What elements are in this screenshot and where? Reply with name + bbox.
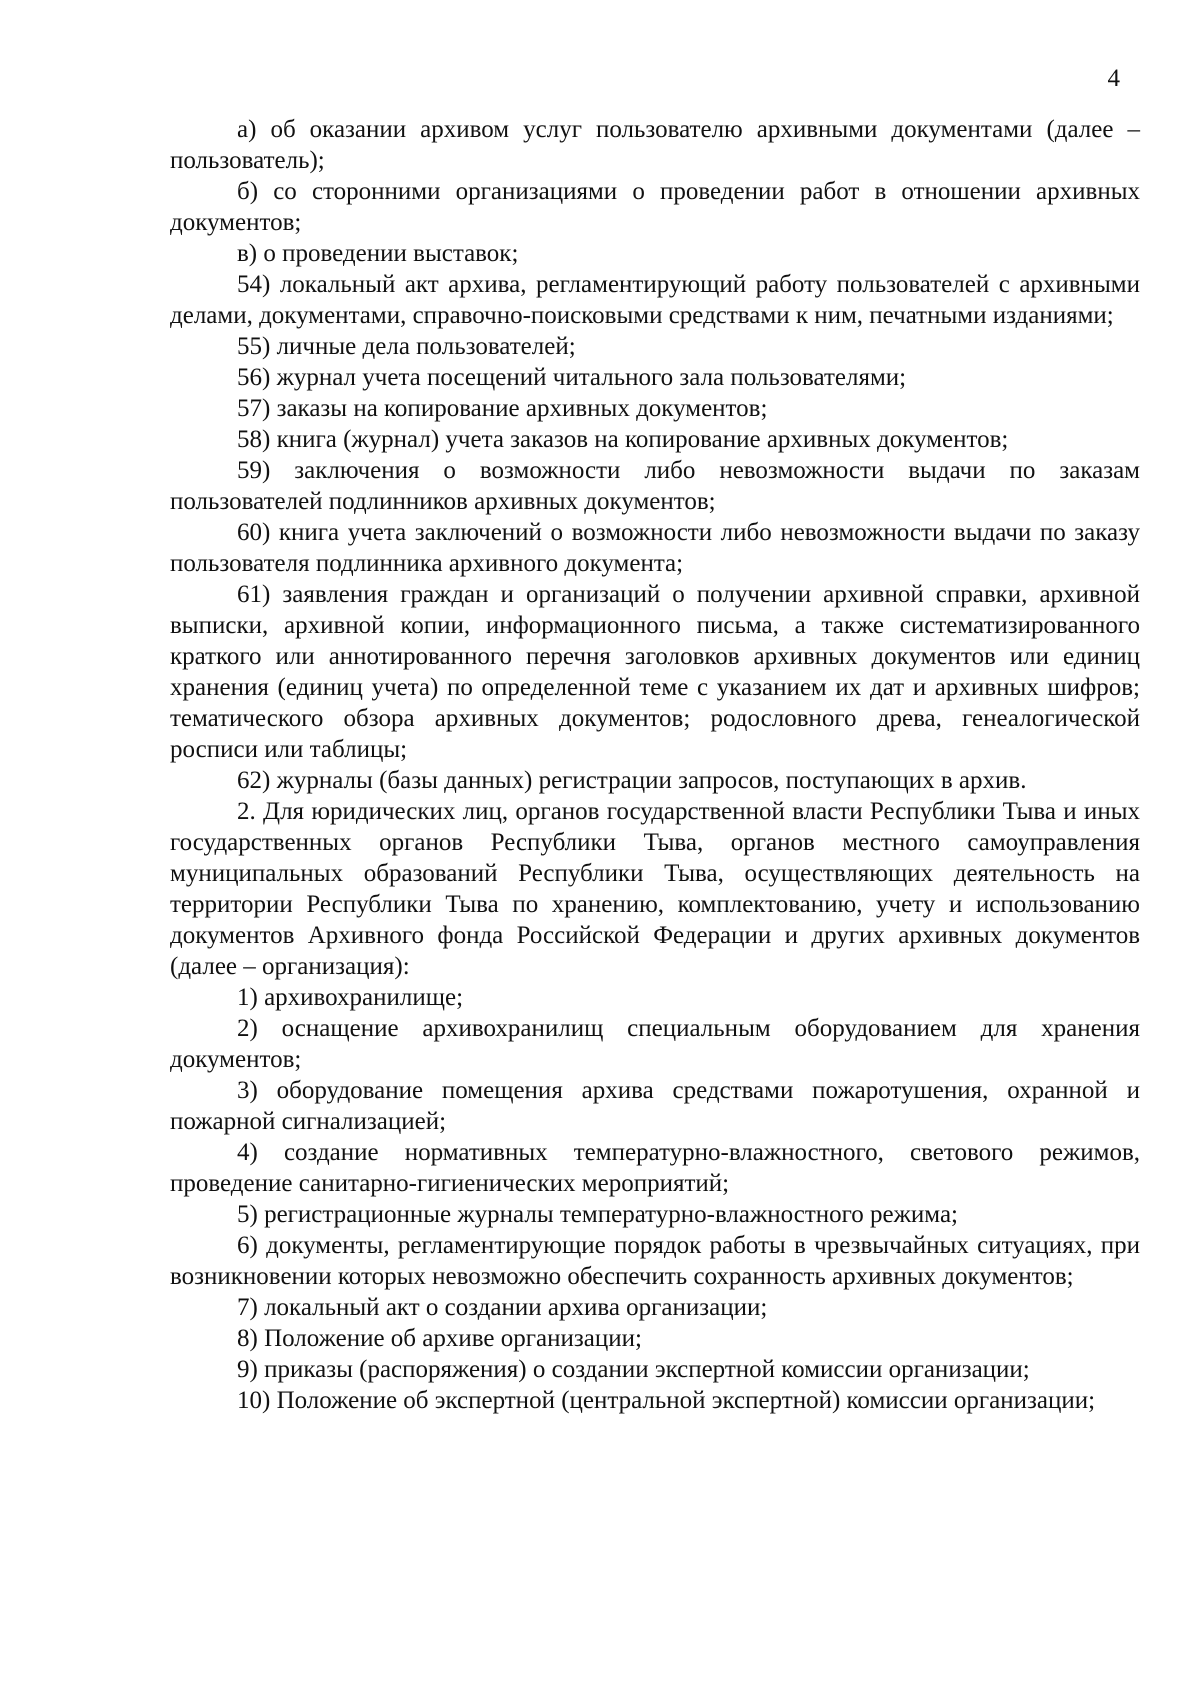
org-item-5: 5) регистрационные журналы температурно-влажностного режима;: [237, 1201, 958, 1228]
list-item-v-exhibitions: в) о проведении выставок;: [237, 240, 519, 267]
document-body: [170, 114, 1140, 1416]
list-item-59: 59) заключения о возможности либо невозможности выдачи по заказам пользователей подлинников архивных документов;: [170, 457, 1140, 515]
org-item-2: 2) оснащение архивохранилищ специальным оборудованием для хранения документов;: [170, 1015, 1140, 1073]
org-item-7: 7) локальный акт о создании архива организации;: [237, 1294, 768, 1321]
page-number: 4: [1107, 65, 1120, 92]
org-item-6: 6) документы, регламентирующие порядок работы в чрезвычайных ситуациях, при возникновении которых невозможно обеспечить сохранность архивных документов;: [170, 1232, 1140, 1290]
list-item-b-third-party: б) со сторонними организациями о проведении работ в отношении архивных документов;: [170, 178, 1140, 236]
list-item-54: 54) локальный акт архива, регламентирующий работу пользователей с архивными делами, документами, справочно-поисковыми средствами к ним, печатными изданиями;: [170, 271, 1140, 329]
org-item-9: 9) приказы (распоряжения) о создании экспертной комиссии организации;: [237, 1356, 1030, 1383]
section-2-intro: 2. Для юридических лиц, органов государственной власти Республики Тыва и иных государственных органов Республики Тыва, органов местного самоуправления муниципальных образований Республики Тыва, осуществляющих деятельность на территории Республики Тыва по хранению, комплектованию, учету и использованию документов Архивного фонда Российской Федерации и других архивных документов (далее – организация):: [170, 798, 1140, 980]
list-item-56: 56) журнал учета посещений читального зала пользователями;: [237, 364, 907, 391]
org-item-8: 8) Положение об архиве организации;: [237, 1325, 642, 1352]
list-item-62: 62) журналы (базы данных) регистрации запросов, поступающих в архив.: [237, 767, 1027, 794]
org-item-10: 10) Положение об экспертной (центральной экспертной) комиссии организации;: [237, 1387, 1096, 1414]
list-item-57: 57) заказы на копирование архивных документов;: [237, 395, 768, 422]
list-item-58: 58) книга (журнал) учета заказов на копирование архивных документов;: [237, 426, 1009, 453]
org-item-1: 1) архивохранилище;: [237, 984, 464, 1011]
list-item-60: 60) книга учета заключений о возможности либо невозможности выдачи по заказу пользователя подлинника архивного документа;: [170, 519, 1140, 577]
list-item-55: 55) личные дела пользователей;: [237, 333, 576, 360]
list-item-61: 61) заявления граждан и организаций о получении архивной справки, архивной выписки, архивной копии, информационного письма, а также систематизированного краткого или аннотированного перечня заголовков архивных документов или единиц хранения (единиц учета) по определенной теме с указанием их дат и архивных шифров; тематического обзора архивных документов; родословного древа, генеалогической росписи или таблицы;: [170, 581, 1140, 763]
list-item-a-services: а) об оказании архивом услуг пользователю архивными документами (далее – пользователь);: [170, 116, 1140, 174]
org-item-4: 4) создание нормативных температурно-влажностного, светового режимов, проведение санитарно-гигиенических мероприятий;: [170, 1139, 1140, 1197]
org-item-3: 3) оборудование помещения архива средствами пожаротушения, охранной и пожарной сигнализацией;: [170, 1077, 1140, 1135]
